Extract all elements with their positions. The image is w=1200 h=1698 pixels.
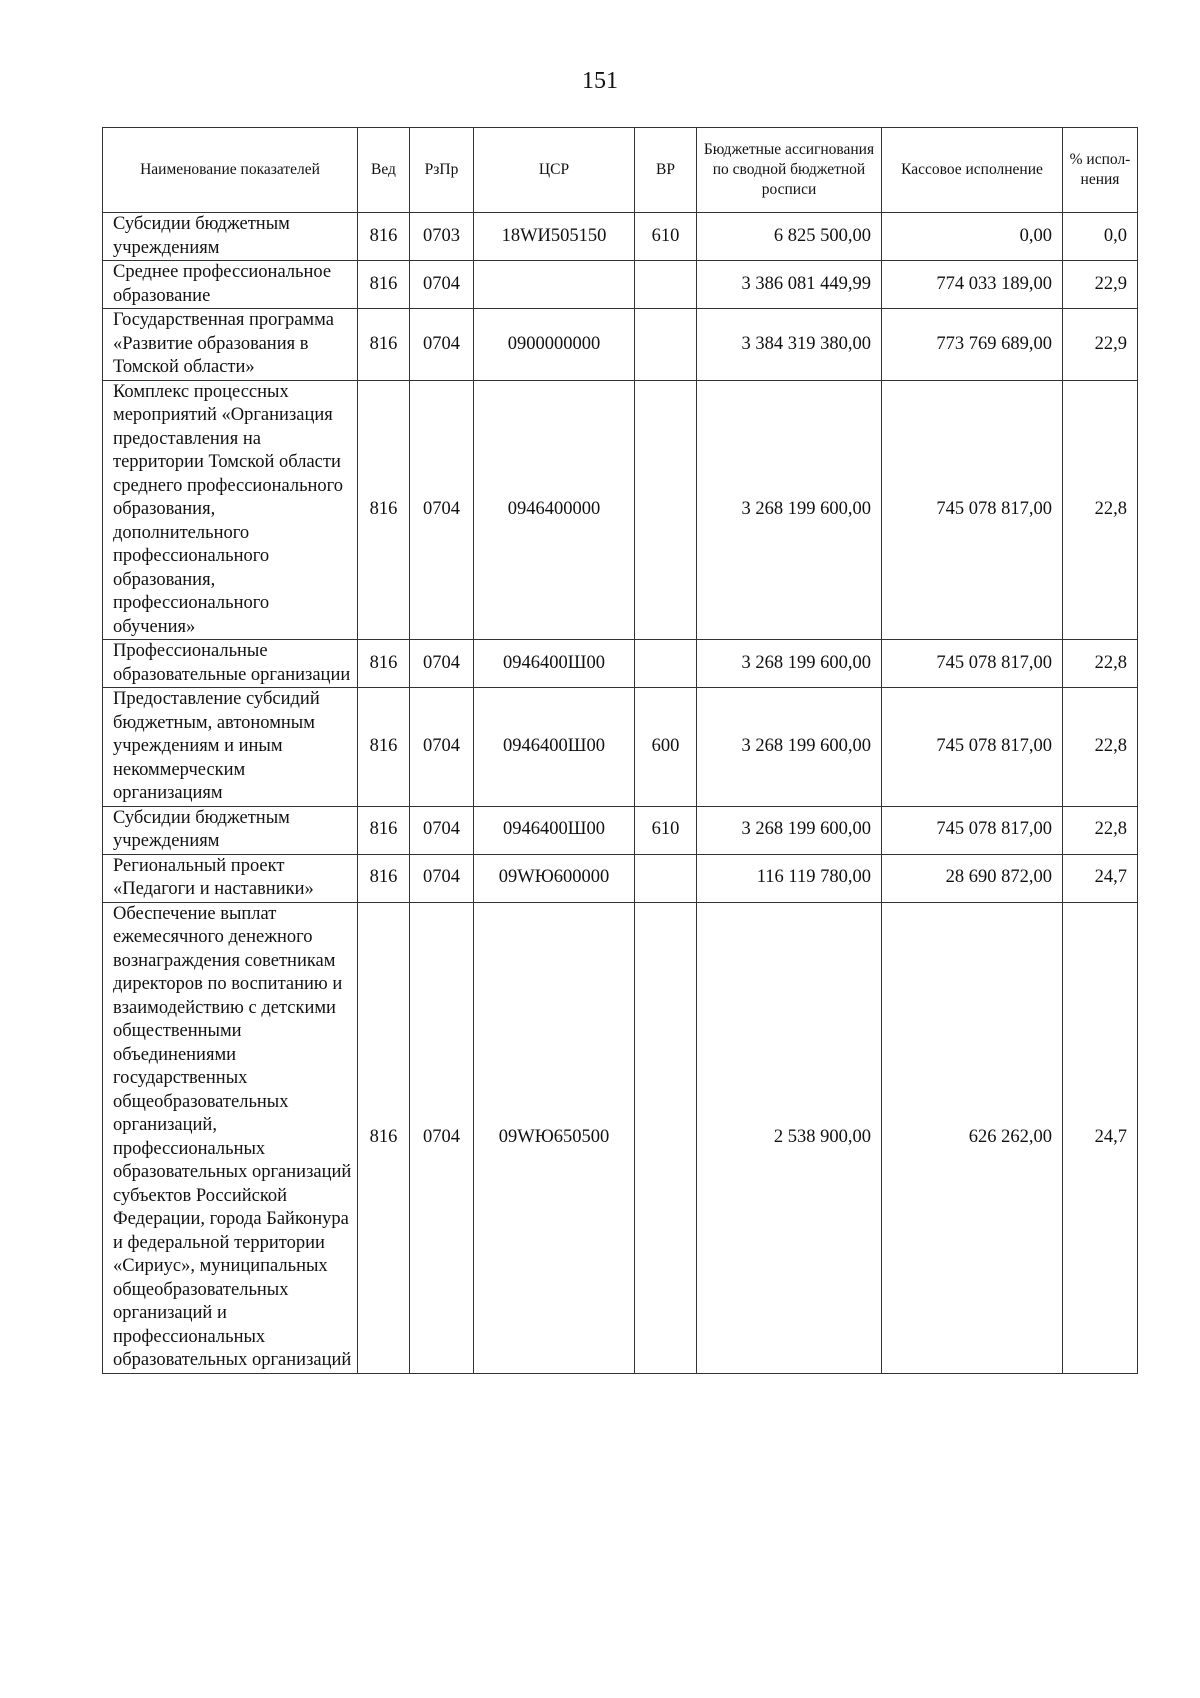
header-vr: ВР <box>635 128 697 213</box>
cell-percent: 22,8 <box>1063 688 1138 807</box>
budget-execution-table <box>102 127 1138 1374</box>
cell-vr <box>635 640 697 688</box>
table-header-row <box>103 128 1138 213</box>
table-row <box>103 902 1138 1373</box>
cell-ved: 816 <box>358 261 410 309</box>
cell-cash: 745 078 817,00 <box>882 806 1063 854</box>
cell-rzpr: 0703 <box>410 213 474 261</box>
cell-budget: 3 384 319 380,00 <box>697 309 882 381</box>
cell-name: Субсидии бюджетным учреждениям <box>103 213 358 261</box>
page-number: 151 <box>582 68 618 94</box>
cell-cash: 626 262,00 <box>882 902 1063 1373</box>
cell-cash: 745 078 817,00 <box>882 380 1063 640</box>
cell-cash: 745 078 817,00 <box>882 688 1063 807</box>
cell-name: Субсидии бюджетным учреждениям <box>103 806 358 854</box>
cell-percent: 22,8 <box>1063 806 1138 854</box>
cell-name: Региональный проект «Педагоги и наставники» <box>103 854 358 902</box>
cell-rzpr: 0704 <box>410 309 474 381</box>
cell-percent: 22,9 <box>1063 261 1138 309</box>
table-row <box>103 688 1138 807</box>
cell-vr: 600 <box>635 688 697 807</box>
cell-vr <box>635 380 697 640</box>
cell-ved: 816 <box>358 854 410 902</box>
cell-name: Профессиональные образовательные организации <box>103 640 358 688</box>
table-row <box>103 806 1138 854</box>
cell-percent: 22,8 <box>1063 380 1138 640</box>
header-name: Наименование показателей <box>103 128 358 213</box>
cell-csr: 0946400Ш00 <box>474 806 635 854</box>
cell-name: Предоставление субсидий бюджетным, автономным учреждениям и иным некоммерческим организациям <box>103 688 358 807</box>
cell-ved: 816 <box>358 213 410 261</box>
table-row <box>103 380 1138 640</box>
cell-cash: 0,00 <box>882 213 1063 261</box>
cell-csr <box>474 261 635 309</box>
cell-vr <box>635 309 697 381</box>
cell-ved: 816 <box>358 309 410 381</box>
cell-ved: 816 <box>358 688 410 807</box>
cell-rzpr: 0704 <box>410 688 474 807</box>
cell-ved: 816 <box>358 380 410 640</box>
cell-name: Государственная программа «Развитие образования в Томской области» <box>103 309 358 381</box>
cell-rzpr: 0704 <box>410 854 474 902</box>
cell-budget: 3 268 199 600,00 <box>697 380 882 640</box>
cell-budget: 2 538 900,00 <box>697 902 882 1373</box>
cell-rzpr: 0704 <box>410 640 474 688</box>
table-row <box>103 640 1138 688</box>
cell-vr: 610 <box>635 806 697 854</box>
table-row <box>103 854 1138 902</box>
cell-cash: 773 769 689,00 <box>882 309 1063 381</box>
cell-ved: 816 <box>358 806 410 854</box>
cell-name: Среднее профессиональное образование <box>103 261 358 309</box>
table-row <box>103 309 1138 381</box>
cell-name: Комплекс процессных мероприятий «Организация предоставления на территории Томской области среднего профессионального образования, дополнительного профессионального образования, профессионального обучения» <box>103 380 358 640</box>
cell-csr: 0946400000 <box>474 380 635 640</box>
cell-vr <box>635 261 697 309</box>
table-row <box>103 213 1138 261</box>
cell-rzpr: 0704 <box>410 806 474 854</box>
header-csr: ЦСР <box>474 128 635 213</box>
cell-rzpr: 0704 <box>410 902 474 1373</box>
cell-csr: 0946400Ш00 <box>474 640 635 688</box>
cell-budget: 3 268 199 600,00 <box>697 640 882 688</box>
header-cash: Кассовое исполнение <box>882 128 1063 213</box>
cell-budget: 3 268 199 600,00 <box>697 806 882 854</box>
cell-cash: 745 078 817,00 <box>882 640 1063 688</box>
cell-rzpr: 0704 <box>410 261 474 309</box>
cell-csr: 18WИ505150 <box>474 213 635 261</box>
cell-csr: 09WЮ650500 <box>474 902 635 1373</box>
cell-name: Обеспечение выплат ежемесячного денежного вознаграждения советникам директоров по воспитанию и взаимодействию с детскими общественными объединениями государственных общеобразовательных организаций, профессиональных образовательных организаций субъектов Российской Федерации, города Байконура и федеральной территории «Сириус», муниципальных общеобразовательных организаций и профессиональных образовательных организаций <box>103 902 358 1373</box>
cell-budget: 6 825 500,00 <box>697 213 882 261</box>
cell-budget: 116 119 780,00 <box>697 854 882 902</box>
cell-ved: 816 <box>358 640 410 688</box>
cell-percent: 24,7 <box>1063 854 1138 902</box>
cell-vr <box>635 902 697 1373</box>
header-ved: Вед <box>358 128 410 213</box>
cell-budget: 3 386 081 449,99 <box>697 261 882 309</box>
cell-csr: 09WЮ600000 <box>474 854 635 902</box>
cell-budget: 3 268 199 600,00 <box>697 688 882 807</box>
header-percent: % испол-нения <box>1063 128 1138 213</box>
cell-vr: 610 <box>635 213 697 261</box>
table-row <box>103 261 1138 309</box>
cell-cash: 28 690 872,00 <box>882 854 1063 902</box>
cell-percent: 0,0 <box>1063 213 1138 261</box>
header-budget: Бюджетные ассигнования по сводной бюджетной росписи <box>697 128 882 213</box>
cell-rzpr: 0704 <box>410 380 474 640</box>
cell-cash: 774 033 189,00 <box>882 261 1063 309</box>
cell-percent: 24,7 <box>1063 902 1138 1373</box>
header-rzpr: РзПр <box>410 128 474 213</box>
cell-vr <box>635 854 697 902</box>
cell-csr: 0900000000 <box>474 309 635 381</box>
cell-ved: 816 <box>358 902 410 1373</box>
cell-percent: 22,8 <box>1063 640 1138 688</box>
cell-percent: 22,9 <box>1063 309 1138 381</box>
cell-csr: 0946400Ш00 <box>474 688 635 807</box>
